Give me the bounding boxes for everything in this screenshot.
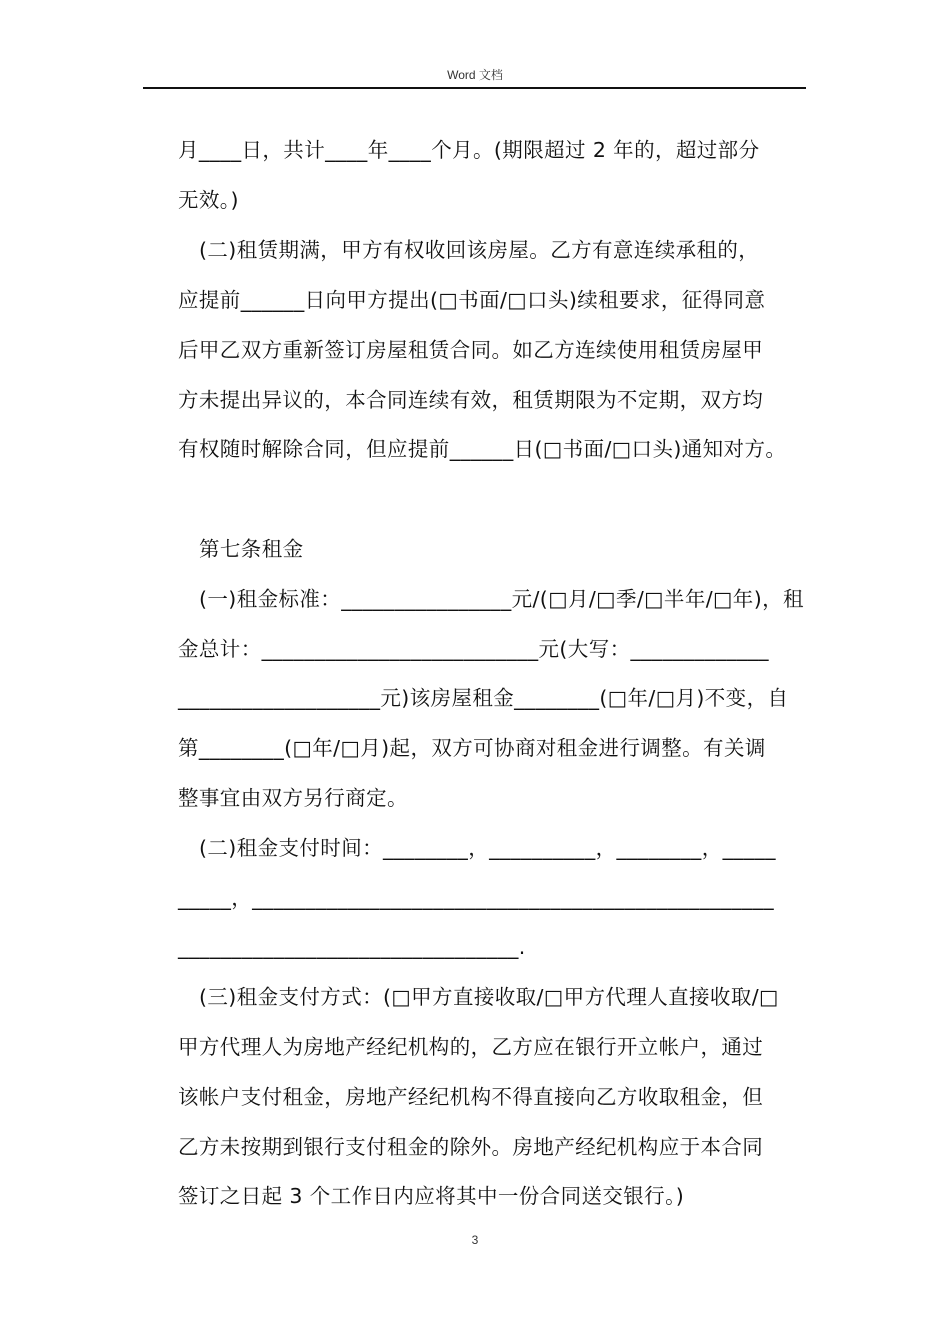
section-heading: 第七条租金 xyxy=(199,537,304,561)
body-line: 第________(□年/□月)起，双方可协商对租金进行调整。有关调 xyxy=(178,736,766,760)
body-line: 该帐户支付租金，房地产经纪机构不得直接向乙方收取租金，但 xyxy=(178,1085,764,1109)
body-line: ________________________________. xyxy=(178,935,526,959)
body-line: _____，_________________________________________________ xyxy=(178,886,774,910)
body-line: 应提前______日向甲方提出(□书面/□口头)续租要求，征得同意 xyxy=(178,288,766,312)
body-line: 无效。) xyxy=(178,188,239,212)
body-line: (一)租金标准：________________元/(□月/□季/□半年/□年)，租 xyxy=(199,587,804,611)
body-line: 乙方未按期到银行支付租金的除外。房地产经纪机构应于本合同 xyxy=(178,1135,764,1159)
body-line: 后甲乙双方重新签订房屋租赁合同。如乙方连续使用租赁房屋甲 xyxy=(178,338,764,362)
header-divider xyxy=(143,87,806,89)
body-line: (二)租赁期满，甲方有权收回该房屋。乙方有意连续承租的， xyxy=(199,238,760,262)
body-line: (二)租金支付时间：________，__________，________，_____ xyxy=(199,836,776,860)
page-header-title: Word 文档 xyxy=(447,68,503,82)
body-line: 方未提出异议的，本合同连续有效，租赁期限为不定期，双方均 xyxy=(178,388,764,412)
body-line: 有权随时解除合同，但应提前______日(□书面/□口头)通知对方。 xyxy=(178,437,787,461)
body-line: (三)租金支付方式：(□甲方直接收取/□甲方代理人直接收取/□ xyxy=(199,985,779,1009)
page-number: 3 xyxy=(471,1233,479,1247)
body-line: 整事宜由双方另行商定。 xyxy=(178,786,408,810)
body-line: ___________________元)该房屋租金________(□年/□月)不变，自 xyxy=(178,686,789,710)
body-line: 签订之日起 3 个工作日内应将其中一份合同送交银行。) xyxy=(178,1184,685,1208)
body-line: 甲方代理人为房地产经纪机构的，乙方应在银行开立帐户，通过 xyxy=(178,1035,764,1059)
body-line: 月____日，共计____年____个月。(期限超过 2 年的，超过部分 xyxy=(178,138,760,162)
body-line: 金总计：__________________________元(大写：_____________ xyxy=(178,637,769,661)
